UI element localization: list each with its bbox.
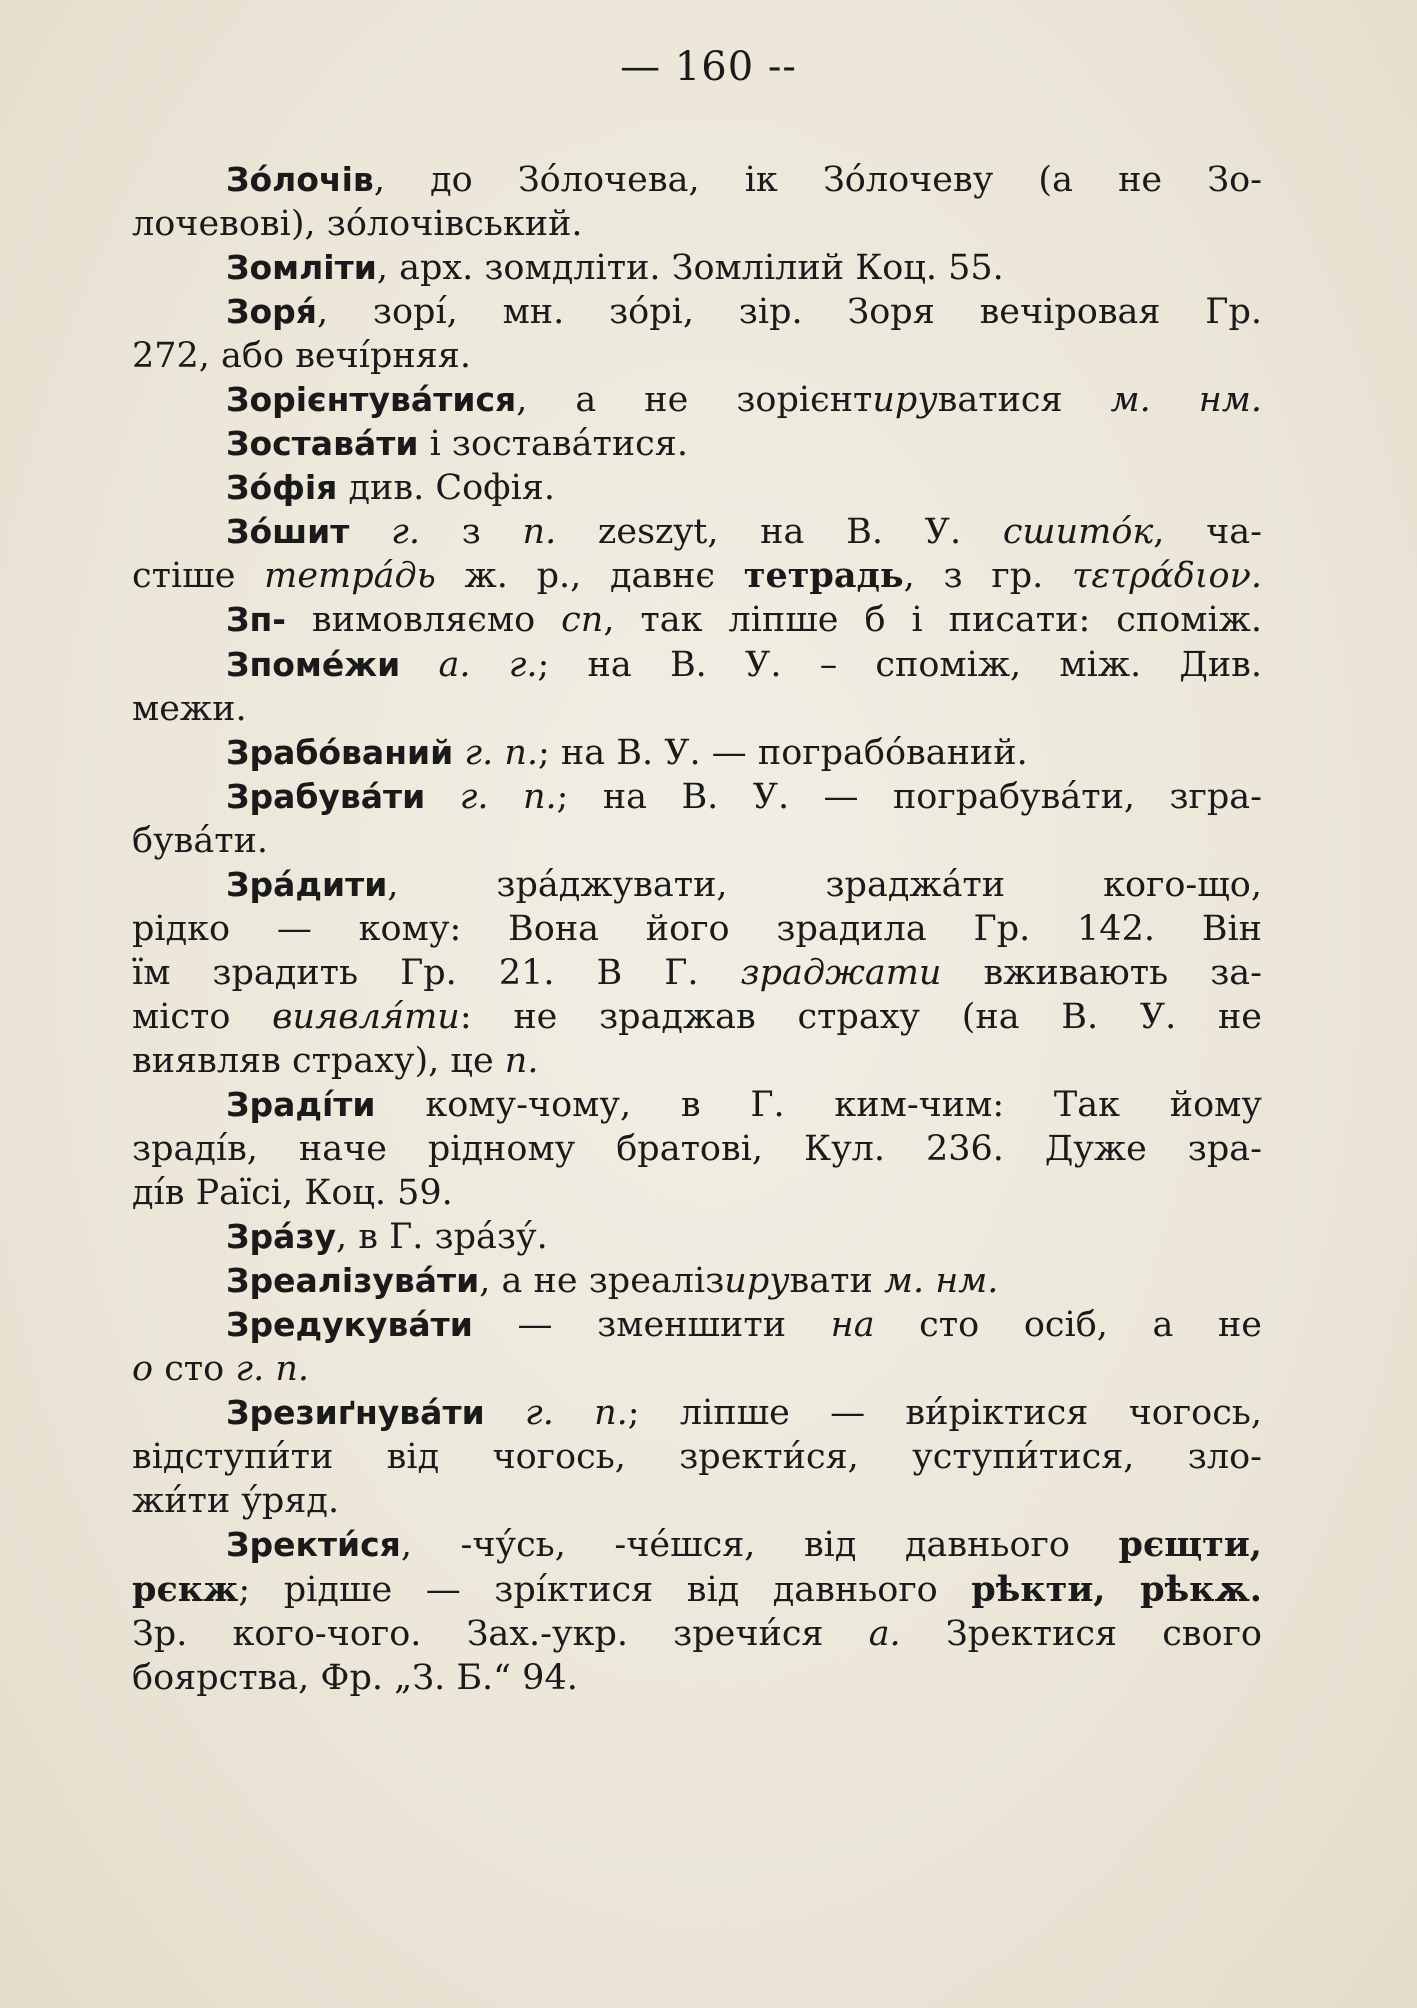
text-segment: , зра́джувати, зраджа́ти кого-що, bbox=[387, 864, 1262, 905]
text-segment: , а не зреаліз bbox=[479, 1261, 725, 1302]
text-line bbox=[132, 819, 1262, 863]
text-line bbox=[132, 1479, 1262, 1523]
text-column bbox=[132, 158, 1262, 1700]
text-segment: див. Софія. bbox=[337, 468, 555, 509]
text-segment: межи. bbox=[132, 688, 247, 729]
text-line bbox=[132, 466, 1262, 510]
text-segment: сто bbox=[153, 1349, 236, 1390]
text-line bbox=[132, 510, 1262, 554]
text-segment: вживають за- bbox=[941, 952, 1262, 993]
text-segment: г. п. bbox=[459, 776, 557, 817]
page-number: — 160 -- bbox=[620, 44, 797, 90]
text-segment: о bbox=[132, 1349, 154, 1390]
text-line bbox=[132, 775, 1262, 819]
text-segment: — зменшити bbox=[472, 1305, 831, 1346]
text-segment: рєкж bbox=[132, 1568, 239, 1610]
text-segment: рідко — кому: Вона його зрадила Гр. 142. Він bbox=[132, 908, 1262, 949]
text-segment: п. bbox=[504, 1040, 539, 1081]
text-segment: , з гр. bbox=[903, 556, 1072, 597]
text-segment bbox=[485, 1393, 525, 1433]
text-line bbox=[132, 378, 1262, 422]
text-segment: боярства, Фр. „З. Б.“ 94. bbox=[132, 1657, 578, 1698]
text-segment: на bbox=[830, 1305, 875, 1346]
text-line bbox=[132, 598, 1262, 642]
text-segment: ; ліпше — ви́ріктися чогось, bbox=[627, 1393, 1262, 1434]
text-segment: кому-чому, в Г. ким-чим: Так йому bbox=[375, 1084, 1262, 1125]
headword: Зраді́ти bbox=[226, 1084, 376, 1124]
text-segment: , ча- bbox=[1153, 512, 1262, 553]
text-line bbox=[132, 907, 1262, 951]
headword: Зрабо́ваний bbox=[226, 732, 454, 772]
headword: Зомліти bbox=[226, 248, 377, 288]
headword: Зо́шит bbox=[226, 512, 350, 552]
text-segment: і зостава́тися. bbox=[418, 424, 688, 465]
text-segment: , так ліпше б і писати: споміж. bbox=[603, 600, 1263, 641]
text-line bbox=[132, 158, 1262, 202]
text-segment: , -чу́сь, -че́шся, від давнього bbox=[400, 1525, 1119, 1566]
text-segment: , а не зорієнт bbox=[516, 380, 873, 421]
text-line bbox=[132, 1568, 1262, 1612]
text-segment: жи́ти у́ряд. bbox=[132, 1481, 340, 1522]
text-segment: ж. р., давнє bbox=[435, 556, 744, 597]
headword: Зрезиґнува́ти bbox=[226, 1393, 485, 1433]
text-segment: г. bbox=[391, 512, 420, 553]
text-line bbox=[132, 863, 1262, 907]
text-segment: вимовляємо bbox=[285, 600, 562, 641]
headword: Зректи́ся bbox=[226, 1525, 401, 1565]
text-line bbox=[132, 1391, 1262, 1435]
text-line bbox=[132, 1303, 1262, 1347]
text-segment: ; на В. У. — пограбо́ваний. bbox=[538, 732, 1028, 773]
text-segment: лочевові), зо́лочівський. bbox=[132, 204, 583, 245]
text-segment: 272, або вечі́рняя. bbox=[132, 336, 471, 377]
text-segment: зраджати bbox=[740, 952, 942, 993]
text-segment: г. п. bbox=[235, 1349, 309, 1390]
text-line bbox=[132, 1171, 1262, 1215]
text-segment: : не зраджав страху (на В. У. не bbox=[459, 996, 1262, 1037]
text-line bbox=[132, 202, 1262, 246]
text-line bbox=[132, 1347, 1262, 1391]
text-segment: виявля́ти bbox=[272, 996, 460, 1037]
text-line bbox=[132, 290, 1262, 334]
text-segment: , арх. зомдліти. Зомлілий Коц. 55. bbox=[376, 248, 1004, 289]
headword: Зреалізува́ти bbox=[226, 1261, 480, 1301]
text-segment: відступи́ти від чогось, зректи́ся, уступи́тися, зло- bbox=[132, 1437, 1262, 1478]
headword: Зо́фія bbox=[226, 468, 338, 508]
text-line bbox=[132, 246, 1262, 290]
text-segment bbox=[349, 512, 391, 552]
text-segment: м. нм. bbox=[1110, 380, 1262, 421]
text-segment: , зорі́, мн. зо́рі, зір. Зоря вечіровая Гр. bbox=[316, 292, 1262, 333]
text-line bbox=[132, 334, 1262, 378]
text-segment bbox=[453, 733, 464, 773]
text-segment: п. bbox=[522, 512, 557, 553]
text-line bbox=[132, 1039, 1262, 1083]
text-segment: , в Г. зра́зу́. bbox=[336, 1217, 548, 1258]
text-segment: ді́в Раїсі, Коц. 59. bbox=[132, 1173, 453, 1214]
text-segment: виявляв страху), це bbox=[132, 1040, 505, 1081]
text-segment: иру bbox=[872, 380, 938, 421]
text-line bbox=[132, 1656, 1262, 1700]
text-line bbox=[132, 1083, 1262, 1127]
text-line bbox=[132, 643, 1262, 687]
text-segment: Зректися свого bbox=[900, 1613, 1262, 1654]
text-line bbox=[132, 951, 1262, 995]
text-segment: рѣкти, рѣкѫ. bbox=[971, 1568, 1262, 1610]
text-segment: сшито́к bbox=[1002, 512, 1154, 553]
text-line bbox=[132, 1215, 1262, 1259]
text-segment: тетрадь bbox=[743, 555, 904, 597]
text-segment: ; на В. У. — пограбува́ти, згра- bbox=[556, 776, 1262, 817]
headword: Зра́зу bbox=[226, 1217, 337, 1257]
text-segment: їм зрадить Гр. 21. В Г. bbox=[132, 952, 741, 993]
text-line bbox=[132, 1523, 1262, 1567]
text-segment: иру bbox=[724, 1261, 790, 1302]
text-segment: τετράδιον. bbox=[1071, 556, 1262, 597]
headword: Зра́дити bbox=[226, 864, 388, 904]
text-segment: а. г. bbox=[438, 644, 538, 685]
text-segment: місто bbox=[132, 996, 273, 1037]
text-segment: а. bbox=[868, 1613, 901, 1654]
text-segment: бува́ти. bbox=[132, 820, 269, 861]
text-line bbox=[132, 731, 1262, 775]
text-line bbox=[132, 687, 1262, 731]
text-line bbox=[132, 422, 1262, 466]
text-segment: зраді́в, наче рідному братові, Кул. 236. Дуже зра- bbox=[132, 1129, 1262, 1170]
text-segment: рєщти, bbox=[1118, 1524, 1262, 1566]
text-segment: з bbox=[419, 512, 523, 553]
text-segment: , до Зо́лочева, ік Зо́лочеву (а не Зо- bbox=[373, 160, 1262, 200]
text-line bbox=[132, 1435, 1262, 1479]
text-line bbox=[132, 554, 1262, 598]
text-segment: сп bbox=[561, 600, 604, 641]
text-line bbox=[132, 1612, 1262, 1656]
text-line bbox=[132, 1259, 1262, 1303]
text-segment: Зр. кого-чого. Зах.-укр. зречи́ся bbox=[132, 1613, 869, 1654]
text-segment: тетра́дь bbox=[264, 556, 436, 597]
headword: Зо́лочів bbox=[226, 160, 374, 199]
headword: Зорієнтува́тися bbox=[226, 380, 517, 420]
text-line bbox=[132, 995, 1262, 1039]
headword: Зп- bbox=[226, 600, 286, 640]
text-segment: вати bbox=[789, 1261, 884, 1302]
text-segment: ватися bbox=[937, 380, 1111, 421]
text-segment: г. п. bbox=[464, 732, 538, 773]
text-segment: г. п. bbox=[525, 1393, 628, 1434]
text-segment: ; на В. У. – споміж, між. Див. bbox=[537, 644, 1262, 685]
text-line bbox=[132, 1127, 1262, 1171]
text-segment: zeszyt, на В. У. bbox=[556, 512, 1003, 553]
headword: Зредукува́ти bbox=[226, 1305, 473, 1345]
headword: Зоря́ bbox=[226, 292, 317, 332]
text-segment: сто осіб, а не bbox=[874, 1305, 1262, 1346]
text-segment: ; рідше — зрі́ктися від давнього bbox=[238, 1569, 972, 1610]
headword: Зрабува́ти bbox=[226, 776, 426, 816]
text-segment bbox=[425, 777, 459, 817]
text-segment: м. нм. bbox=[883, 1261, 999, 1302]
headword: Зостава́ти bbox=[226, 424, 419, 464]
text-segment bbox=[400, 645, 438, 685]
text-segment: стіше bbox=[132, 556, 265, 597]
headword: Зпоме́жи bbox=[226, 644, 401, 684]
